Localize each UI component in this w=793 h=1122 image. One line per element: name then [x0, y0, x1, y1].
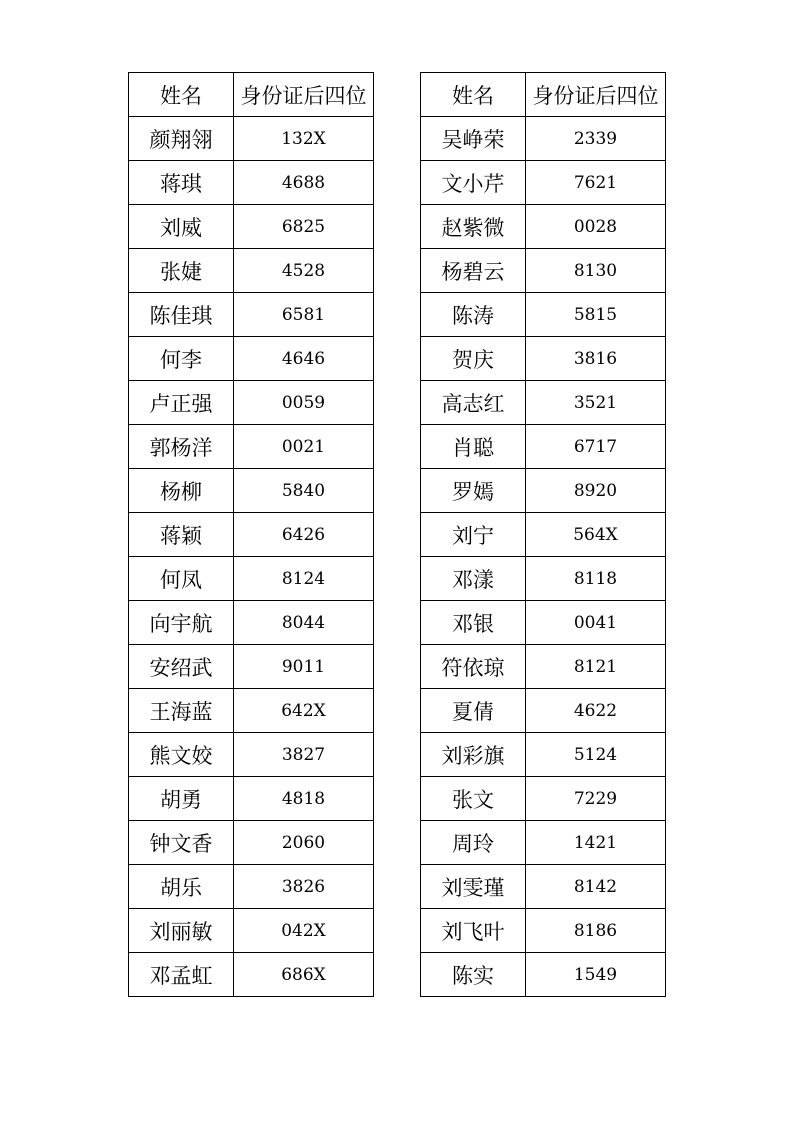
- table-row: [129, 953, 374, 997]
- person-name: 张婕: [129, 249, 234, 293]
- person-name: 刘飞叶: [421, 909, 526, 953]
- person-name: 罗嫣: [421, 469, 526, 513]
- id-last4-value: 0021: [234, 425, 374, 469]
- person-name: 卢正强: [129, 381, 234, 425]
- id-last4-value: 2060: [234, 821, 374, 865]
- table-row: [421, 293, 666, 337]
- person-name: 邓漾: [421, 557, 526, 601]
- person-name: 陈实: [421, 953, 526, 997]
- id-last4-value: 7621: [526, 161, 666, 205]
- table-row: [421, 865, 666, 909]
- person-name: 胡勇: [129, 777, 234, 821]
- table-row: [129, 865, 374, 909]
- person-name: 刘宁: [421, 513, 526, 557]
- id-last4-value: 8130: [526, 249, 666, 293]
- person-name: 蒋颖: [129, 513, 234, 557]
- person-name: 熊文姣: [129, 733, 234, 777]
- table-row: [129, 601, 374, 645]
- id-last4-value: 4646: [234, 337, 374, 381]
- id-last4-value: 3826: [234, 865, 374, 909]
- table-row: [421, 645, 666, 689]
- table-row: [421, 557, 666, 601]
- id-last4-value: 3827: [234, 733, 374, 777]
- table-row: [129, 425, 374, 469]
- table-row: [421, 117, 666, 161]
- person-name: 陈涛: [421, 293, 526, 337]
- table-row: [421, 513, 666, 557]
- person-name: 刘彩旗: [421, 733, 526, 777]
- person-name: 安绍武: [129, 645, 234, 689]
- table-row: [129, 777, 374, 821]
- id-last4-value: 8044: [234, 601, 374, 645]
- person-name: 刘雯瑾: [421, 865, 526, 909]
- person-name: 张文: [421, 777, 526, 821]
- id-last4-value: 0028: [526, 205, 666, 249]
- person-name: 刘丽敏: [129, 909, 234, 953]
- id-last4-value: 1421: [526, 821, 666, 865]
- table-row: [129, 337, 374, 381]
- left-roster-table: [128, 72, 374, 997]
- person-name: 符依琼: [421, 645, 526, 689]
- name-header: 姓名: [421, 73, 526, 117]
- id-last4-value: 4622: [526, 689, 666, 733]
- person-name: 邓银: [421, 601, 526, 645]
- id-last4-value: 5124: [526, 733, 666, 777]
- id-last4-value: 5815: [526, 293, 666, 337]
- table-row: [421, 425, 666, 469]
- id-last4-value: 8186: [526, 909, 666, 953]
- person-name: 蒋琪: [129, 161, 234, 205]
- table-row: [129, 909, 374, 953]
- table-row: [129, 293, 374, 337]
- table-row: [129, 117, 374, 161]
- id-last4-value: 8920: [526, 469, 666, 513]
- id-last4-value: 8121: [526, 645, 666, 689]
- id-last4-value: 2339: [526, 117, 666, 161]
- person-name: 向宇航: [129, 601, 234, 645]
- table-row: [421, 381, 666, 425]
- id-last4-value: 3816: [526, 337, 666, 381]
- person-name: 陈佳琪: [129, 293, 234, 337]
- header-row: [129, 73, 374, 117]
- person-name: 赵紫微: [421, 205, 526, 249]
- id-last4-header: 身份证后四位: [526, 73, 666, 117]
- person-name: 周玲: [421, 821, 526, 865]
- table-row: [421, 205, 666, 249]
- id-last4-value: 1549: [526, 953, 666, 997]
- table-row: [421, 249, 666, 293]
- id-last4-value: 8142: [526, 865, 666, 909]
- person-name: 肖聪: [421, 425, 526, 469]
- table-row: [129, 381, 374, 425]
- person-name: 王海蓝: [129, 689, 234, 733]
- person-name: 刘威: [129, 205, 234, 249]
- table-row: [421, 953, 666, 997]
- id-last4-value: 042X: [234, 909, 374, 953]
- right-roster-table: [420, 72, 666, 997]
- id-last4-value: 132X: [234, 117, 374, 161]
- id-last4-value: 8118: [526, 557, 666, 601]
- person-name: 胡乐: [129, 865, 234, 909]
- id-last4-value: 0059: [234, 381, 374, 425]
- person-name: 邓孟虹: [129, 953, 234, 997]
- id-last4-value: 4688: [234, 161, 374, 205]
- person-name: 颜翔翎: [129, 117, 234, 161]
- name-header: 姓名: [129, 73, 234, 117]
- id-last4-value: 6426: [234, 513, 374, 557]
- person-name: 文小芹: [421, 161, 526, 205]
- table-row: [421, 821, 666, 865]
- person-name: 钟文香: [129, 821, 234, 865]
- table-row: [421, 601, 666, 645]
- id-last4-header: 身份证后四位: [234, 73, 374, 117]
- table-row: [129, 821, 374, 865]
- id-last4-value: 4818: [234, 777, 374, 821]
- id-last4-value: 686X: [234, 953, 374, 997]
- table-row: [421, 777, 666, 821]
- table-row: [421, 337, 666, 381]
- person-name: 郭杨洋: [129, 425, 234, 469]
- table-row: [129, 469, 374, 513]
- header-row: [421, 73, 666, 117]
- table-row: [129, 733, 374, 777]
- id-last4-value: 3521: [526, 381, 666, 425]
- table-row: [129, 645, 374, 689]
- person-name: 夏倩: [421, 689, 526, 733]
- id-last4-value: 8124: [234, 557, 374, 601]
- id-last4-value: 4528: [234, 249, 374, 293]
- id-last4-value: 6717: [526, 425, 666, 469]
- person-name: 吴峥荣: [421, 117, 526, 161]
- table-row: [129, 689, 374, 733]
- person-name: 高志红: [421, 381, 526, 425]
- person-name: 贺庆: [421, 337, 526, 381]
- id-last4-value: 7229: [526, 777, 666, 821]
- id-last4-value: 642X: [234, 689, 374, 733]
- table-row: [129, 161, 374, 205]
- table-row: [421, 689, 666, 733]
- table-row: [421, 161, 666, 205]
- id-last4-value: 6581: [234, 293, 374, 337]
- id-last4-value: 564X: [526, 513, 666, 557]
- person-name: 何凤: [129, 557, 234, 601]
- person-name: 何李: [129, 337, 234, 381]
- id-last4-value: 0041: [526, 601, 666, 645]
- table-row: [421, 733, 666, 777]
- id-last4-value: 6825: [234, 205, 374, 249]
- id-last4-value: 5840: [234, 469, 374, 513]
- table-row: [129, 249, 374, 293]
- table-row: [421, 469, 666, 513]
- table-row: [421, 909, 666, 953]
- person-name: 杨柳: [129, 469, 234, 513]
- table-row: [129, 557, 374, 601]
- person-name: 杨碧云: [421, 249, 526, 293]
- id-last4-value: 9011: [234, 645, 374, 689]
- table-row: [129, 513, 374, 557]
- table-row: [129, 205, 374, 249]
